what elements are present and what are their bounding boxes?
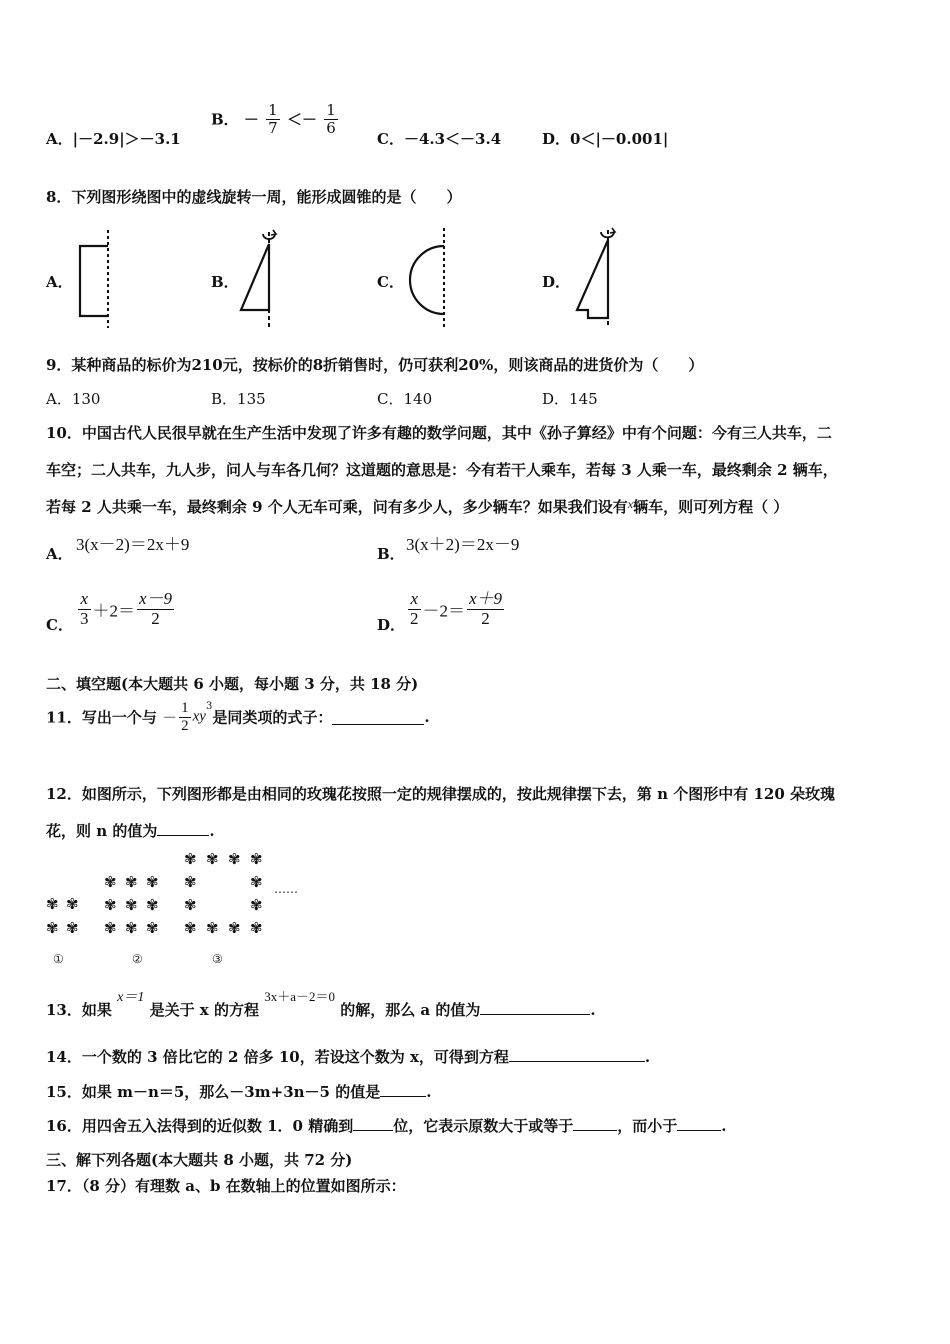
denominator: 2 <box>481 608 490 628</box>
q9-option-a: A．130 <box>46 390 101 408</box>
q16 <box>46 1115 726 1136</box>
option-label: C． <box>377 130 404 148</box>
q8-label-d: D． <box>542 273 571 291</box>
numerator: x－9 <box>139 589 173 608</box>
figure-label: ① <box>53 952 64 966</box>
denominator: 6 <box>326 118 336 137</box>
answer-blank[interactable] <box>509 1047 645 1062</box>
q10-label-d: D． <box>377 616 406 634</box>
q15 <box>46 1081 431 1102</box>
answer-blank[interactable] <box>677 1116 721 1131</box>
answer-blank[interactable] <box>380 1082 426 1097</box>
q10-line-3 <box>46 496 788 517</box>
rose-icon: ✾ <box>104 919 117 937</box>
option-label: A． <box>46 130 73 148</box>
option-text: －4.3＜－3.4 <box>403 130 502 148</box>
q9-option-b: B．135 <box>211 390 266 408</box>
rose-icon: ✾ <box>206 850 219 868</box>
text-part: 11．写出一个与 <box>46 708 157 727</box>
rose-icon: ✾ <box>250 873 263 891</box>
numerator: 1 <box>268 101 278 119</box>
numerator: 1 <box>326 101 336 119</box>
rose-icon: ✾ <box>228 850 241 868</box>
q8-stem: 8．下列图形绕图中的虚线旋转一周，能形成圆锥的是（ ） <box>46 188 462 206</box>
q17: 17．（8 分）有理数 a、b 在数轴上的位置如图所示： <box>46 1177 406 1195</box>
q10-label-b: B． <box>377 545 405 563</box>
section-3-title: 三、解下列各题(本大题共 8 小题，共 72 分) <box>46 1151 353 1169</box>
text-part: 位，它表示原数大于或等于 <box>393 1117 574 1135</box>
rose-icon: ✾ <box>250 896 263 914</box>
denominator: 2 <box>181 717 189 734</box>
figure-label: ③ <box>212 952 223 966</box>
q8-figure-b <box>236 226 282 330</box>
numerator: x＋9 <box>469 589 503 608</box>
rose-icon: ✾ <box>104 873 117 891</box>
q10-label-a: A． <box>46 545 73 563</box>
equation-middle: －2＝ <box>422 601 465 621</box>
minus-sign: － <box>162 710 178 727</box>
fraction <box>137 590 174 628</box>
exponent: 3 <box>205 701 213 712</box>
answer-blank[interactable] <box>480 1000 590 1015</box>
period: . <box>644 1048 651 1066</box>
rose-icon: ✾ <box>250 850 263 868</box>
fraction <box>408 590 421 628</box>
denominator: 7 <box>268 118 278 137</box>
rose-icon: ✾ <box>146 896 159 914</box>
q10-equation-b: 3(x＋2)＝2x－9 <box>406 535 520 554</box>
q8-label-b: B． <box>211 273 239 291</box>
rose-icon: ✾ <box>104 896 117 914</box>
option-label: B． <box>211 110 239 129</box>
rose-icon: ✾ <box>250 919 263 937</box>
text-part: 16．用四舍五入法得到的近似数 1．0 精确到 <box>46 1117 354 1135</box>
rose-icon: ✾ <box>125 873 138 891</box>
rose-icon: ✾ <box>184 896 197 914</box>
option-text: |－2.9|＞－3.1 <box>72 130 181 148</box>
rose-icon: ✾ <box>125 919 138 937</box>
denominator: 2 <box>410 608 419 628</box>
text-part: 辆车，则可列方程（ ） <box>633 498 789 516</box>
q9-stem: 9．某种商品的标价为210元，按标价的8折销售时，仍可获利20%，则该商品的进货价为（ ） <box>46 356 704 374</box>
fraction <box>324 102 338 136</box>
rose-icon: ✾ <box>184 919 197 937</box>
equation: 3x＋a－2＝0 <box>264 989 335 1004</box>
period: . <box>424 708 430 726</box>
text-part: 若每 2 人共乘一车，最终剩余 9 个人无车可乘，问有多少人，多少辆车？如果我们设有 <box>46 498 628 516</box>
period: . <box>590 1001 596 1019</box>
fraction <box>179 700 191 734</box>
denominator: 2 <box>151 608 160 628</box>
text-part: 花，则 n 的值为 <box>46 822 158 840</box>
rose-icon: ✾ <box>146 919 159 937</box>
rose-icon: ✾ <box>66 895 79 913</box>
q9-option-d: D．145 <box>542 390 598 408</box>
minus-sign: － <box>243 110 259 129</box>
fraction <box>78 590 91 628</box>
rose-icon: ✾ <box>206 919 219 937</box>
text-part: 是同类项的式子： <box>212 708 333 727</box>
period: . <box>209 822 215 840</box>
answer-blank[interactable] <box>157 821 209 836</box>
q7-option-c <box>377 128 501 149</box>
figure-label: ② <box>132 952 143 966</box>
equation: x＝1 <box>117 990 145 1005</box>
fraction <box>467 590 504 628</box>
section-2-title: 二、填空题(本大题共 6 小题，每小题 3 分，共 18 分) <box>46 675 419 693</box>
option-label: D． <box>542 130 571 148</box>
q8-figure-a <box>75 228 115 330</box>
q12-line-1: 12．如图所示，下列图形都是由相同的玫瑰花按照一定的规律摆成的，按此规律摆下去，第 n 个图形中有 120 朵玫瑰 <box>46 785 835 803</box>
rose-icon: ✾ <box>66 919 79 937</box>
option-text: 0＜|－0.001| <box>570 130 669 148</box>
numerator: x <box>78 590 91 610</box>
rose-icon: ✾ <box>125 896 138 914</box>
answer-blank[interactable] <box>332 710 424 725</box>
q7-option-b <box>211 102 340 136</box>
answer-blank[interactable] <box>353 1116 393 1131</box>
q12-line-2 <box>46 820 215 841</box>
rose-icon: ✾ <box>184 873 197 891</box>
q14 <box>46 1046 650 1067</box>
period: . <box>426 1083 432 1101</box>
rose-icon: ✾ <box>146 873 159 891</box>
q10-line-1: 10．中国古代人民很早就在生产生活中发现了许多有趣的数学问题，其中《孙子算经》中有个问题：今有三人共车，二 <box>46 424 832 442</box>
q8-label-a: A． <box>46 273 73 291</box>
denominator: 3 <box>80 608 89 628</box>
text-part: 13．如果 <box>46 1001 112 1019</box>
q10-equation-c <box>76 590 176 628</box>
period: . <box>721 1117 727 1135</box>
text-part: 15．如果 m－n＝5，那么－3m+3n－5 的值是 <box>46 1083 381 1101</box>
rose-icon: ✾ <box>228 919 241 937</box>
relation: ＜－ <box>286 110 317 129</box>
q11 <box>46 700 430 734</box>
answer-blank[interactable] <box>573 1116 617 1131</box>
text-part: 是关于 x 的方程 <box>149 1001 259 1019</box>
q9-option-c: C．140 <box>377 390 433 408</box>
q10-line-2: 车空；二人共车，九人步，问人与车各几何？这道题的意思是：今有若干人乘车，若每 3 人乘一车，最终剩余 2 辆车， <box>46 461 838 479</box>
text-part: 的解，那么 a 的值为 <box>340 1001 481 1019</box>
rose-icon: ✾ <box>46 919 59 937</box>
variable: xy <box>192 708 206 725</box>
q10-label-c: C． <box>46 616 73 634</box>
q7-option-d <box>542 128 668 149</box>
q7-option-a <box>46 128 181 149</box>
q13 <box>46 986 596 1020</box>
text-part: ，而小于 <box>617 1117 678 1135</box>
numerator: x <box>408 590 421 610</box>
variable: x <box>627 497 634 511</box>
equation-middle: ＋2＝ <box>92 601 135 621</box>
q8-figure-d <box>570 220 620 332</box>
q10-equation-d <box>406 590 506 628</box>
continuation-dots: …… <box>274 882 298 896</box>
rose-icon: ✾ <box>46 895 59 913</box>
text-part: 14．一个数的 3 倍比它的 2 倍多 10，若设这个数为 x，可得到方程 <box>46 1048 509 1066</box>
numerator: 1 <box>181 700 189 716</box>
rose-icon: ✾ <box>184 850 197 868</box>
fraction <box>266 102 280 136</box>
q10-equation-a: 3(x－2)＝2x＋9 <box>76 535 190 554</box>
q8-label-c: C． <box>377 273 404 291</box>
q8-figure-c <box>404 226 454 330</box>
